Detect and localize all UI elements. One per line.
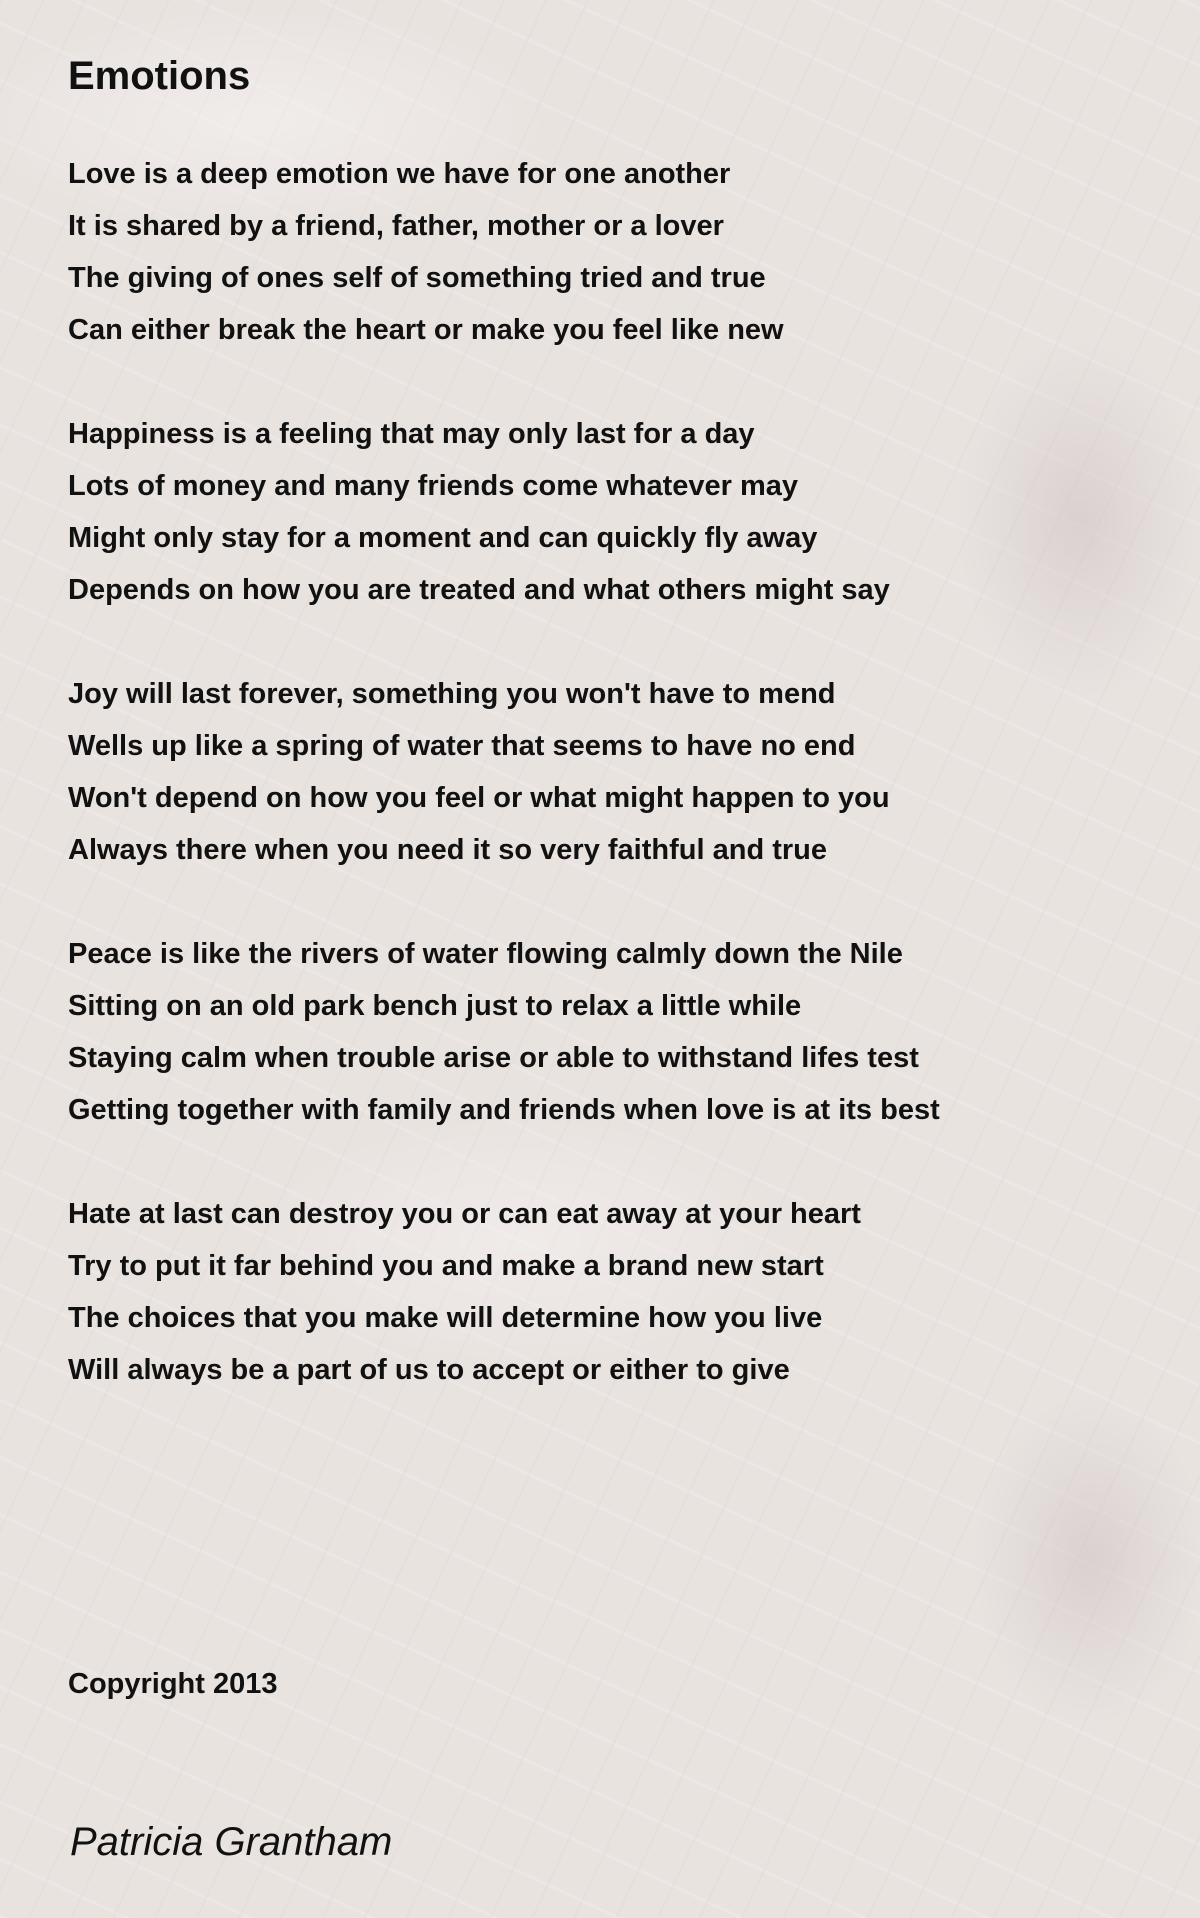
poem-line: Hate at last can destroy you or can eat away at your heart [68,1198,861,1230]
poem-line: Getting together with family and friends when love is at its best [68,1094,940,1126]
poem-line: Wells up like a spring of water that seems to have no end [68,730,856,762]
poem-line: Happiness is a feeling that may only last for a day [68,418,755,450]
poem-line: Staying calm when trouble arise or able to withstand lifes test [68,1042,919,1074]
stanza [68,408,1148,616]
poem-line: It is shared by a friend, father, mother or a lover [68,210,724,242]
poem-line: Will always be a part of us to accept or either to give [68,1354,790,1386]
poem-line: Depends on how you are treated and what others might say [68,574,890,606]
author-name: Patricia Grantham [70,1820,393,1864]
poem-line: Love is a deep emotion we have for one another [68,158,731,190]
poem-line: Might only stay for a moment and can quickly fly away [68,522,818,554]
poem-line: Joy will last forever, something you won't have to mend [68,678,836,710]
poem-line: Sitting on an old park bench just to relax a little while [68,990,802,1022]
stanza [68,668,1148,876]
poem-line: Can either break the heart or make you feel like new [68,314,784,346]
poem-line: Won't depend on how you feel or what might happen to you [68,782,890,814]
stanza [68,148,1148,356]
stanza [68,928,1148,1136]
poem-title: Emotions [68,54,251,98]
copyright-notice: Copyright 2013 [68,1668,278,1700]
poem-line: The giving of ones self of something tried and true [68,262,766,294]
poem-line: Always there when you need it so very faithful and true [68,834,827,866]
poem-body [68,148,1148,1448]
poem-line: Peace is like the rivers of water flowing calmly down the Nile [68,938,903,970]
poem-line: The choices that you make will determine how you live [68,1302,823,1334]
stanza [68,1188,1148,1396]
poem-line: Lots of money and many friends come whatever may [68,470,799,502]
poem-line: Try to put it far behind you and make a brand new start [68,1250,824,1282]
